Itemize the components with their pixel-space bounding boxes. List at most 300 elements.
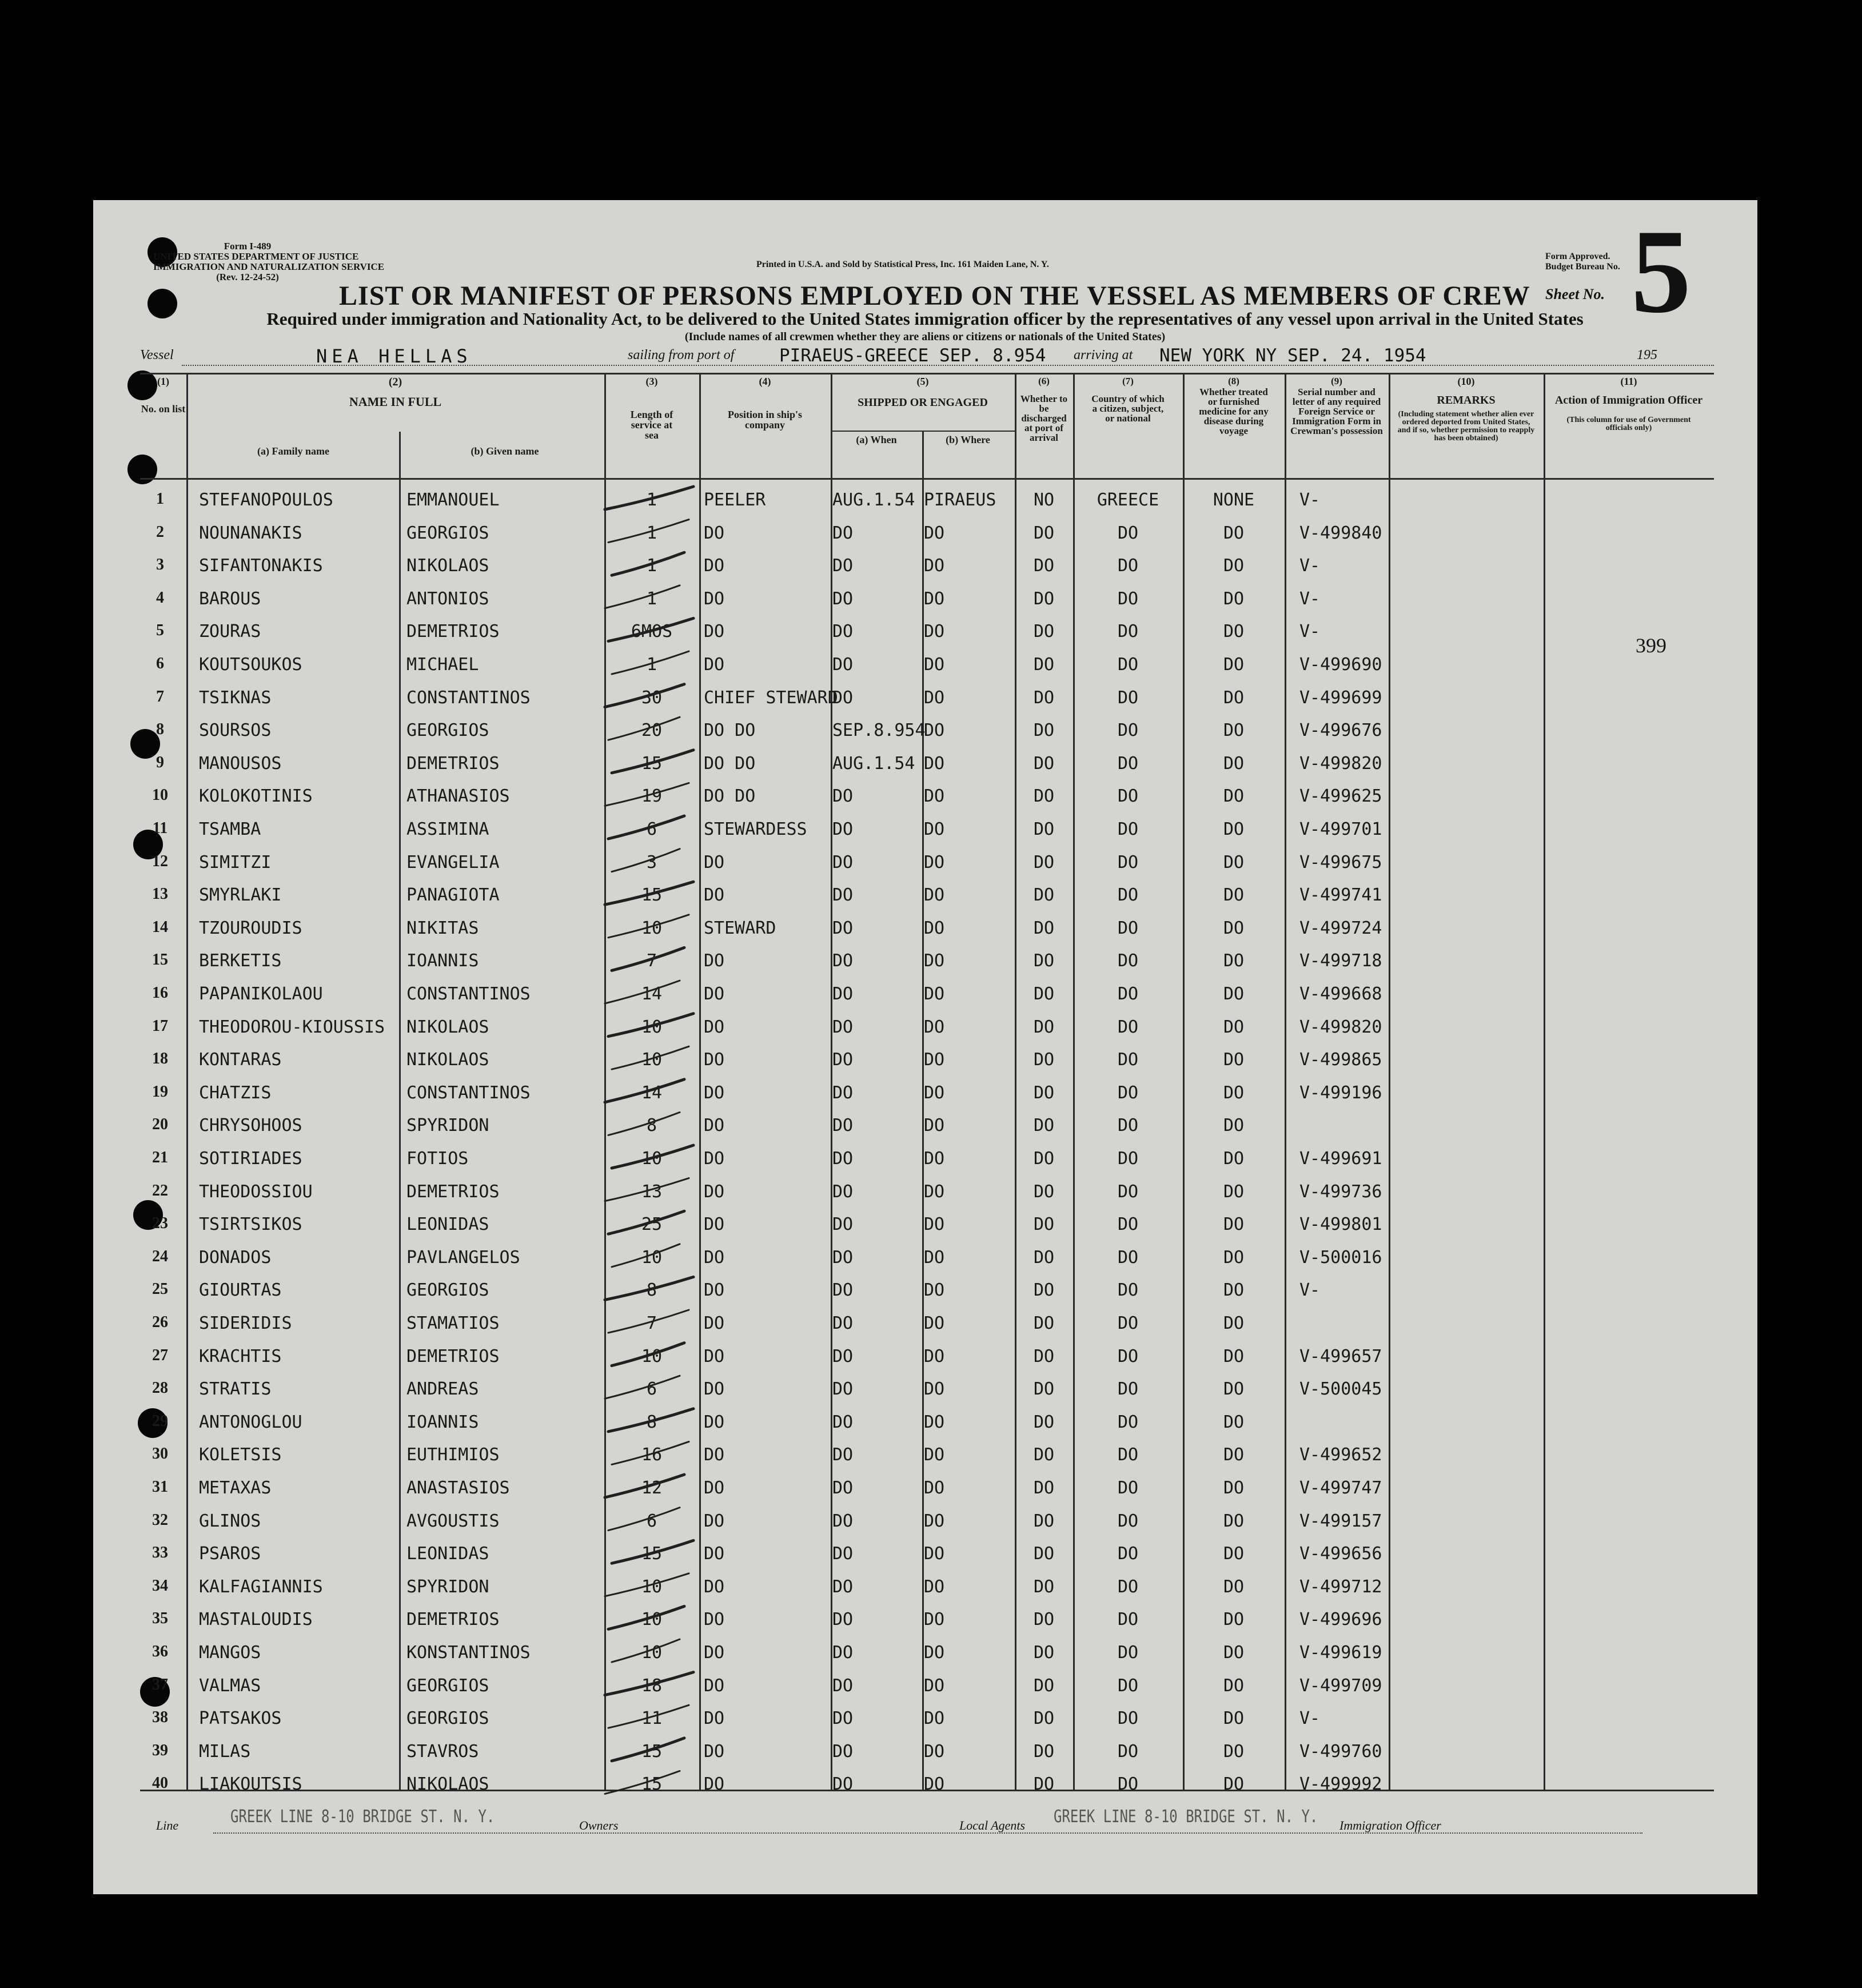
shipped-when: DO (832, 1708, 854, 1728)
position: DO (704, 1708, 725, 1728)
col-serial-title: Serial number and letter of any required Foreign Service or Immigration Form in Crewman's possession (1290, 387, 1383, 436)
strike-mark (612, 1145, 693, 1168)
length-of-service: 8 (646, 1280, 657, 1300)
position: CHIEF STEWARD (704, 688, 838, 708)
serial-number: V-499992 (1299, 1774, 1382, 1794)
family-name: MASTALOUDIS (199, 1609, 313, 1630)
year-suffix: 195 (1637, 348, 1657, 362)
given-name: CONSTANTINOS (406, 1083, 531, 1103)
length-of-service: 15 (641, 754, 663, 774)
country: DO (1117, 852, 1139, 873)
country: DO (1117, 1115, 1139, 1136)
length-of-service: 20 (641, 720, 663, 740)
serial-number: V-499741 (1299, 885, 1382, 905)
medicine: DO (1223, 1708, 1245, 1728)
discharged: DO (1033, 556, 1055, 576)
length-of-service: 6MOS (631, 622, 673, 642)
country: DO (1117, 1708, 1139, 1728)
strike-mark (608, 717, 680, 740)
line-label: Line (156, 1818, 179, 1832)
family-name: KOUTSOUKOS (199, 655, 302, 675)
shipped-where: DO (924, 655, 945, 675)
discharged: DO (1033, 1544, 1055, 1564)
row-number: 24 (152, 1248, 168, 1265)
col-medicine-title: Whether treated or furnished medicine for any disease during voyage (1199, 387, 1269, 436)
row-number: 2 (156, 523, 164, 541)
discharged: NO (1033, 490, 1055, 510)
row-number: 5 (156, 622, 164, 639)
serial-number: V- (1299, 589, 1321, 609)
shipped-when: DO (832, 1083, 854, 1103)
shipped-where: DO (924, 1214, 945, 1234)
sheet-label: Sheet No. (1545, 286, 1605, 302)
medicine: DO (1223, 1577, 1245, 1597)
discharged: DO (1033, 1511, 1055, 1531)
given-name: CONSTANTINOS (406, 984, 531, 1004)
family-name: TSAMBA (199, 819, 261, 839)
medicine: DO (1223, 720, 1245, 740)
discharged: DO (1033, 1313, 1055, 1333)
discharged: DO (1033, 786, 1055, 806)
shipped-where: DO (924, 984, 945, 1004)
row-number: 37 (152, 1676, 168, 1694)
length-of-service: 13 (641, 1182, 663, 1202)
strike-mark (605, 487, 693, 509)
family-name: KOLETSIS (199, 1445, 282, 1465)
country: DO (1117, 1149, 1139, 1169)
family-name: PAPANIKOLAOU (199, 984, 323, 1004)
length-of-service: 10 (641, 1609, 663, 1630)
serial-number: V- (1299, 1280, 1321, 1300)
position: DO (704, 1742, 725, 1762)
position: DO (704, 885, 725, 905)
shipped-when: DO (832, 1774, 854, 1794)
arriving-port: NEW YORK NY SEP. 24. 1954 (1159, 345, 1426, 366)
discharged: DO (1033, 1445, 1055, 1465)
shipped-where: DO (924, 885, 945, 905)
country: DO (1117, 819, 1139, 839)
country: DO (1117, 523, 1139, 543)
family-name: DONADOS (199, 1248, 272, 1268)
shipped-where: DO (924, 1412, 945, 1432)
given-name: DEMETRIOS (406, 754, 500, 774)
serial-number: V-499196 (1299, 1083, 1382, 1103)
medicine: DO (1223, 885, 1245, 905)
col-country-title: Country of which a citizen, subject, or national (1091, 393, 1165, 424)
strike-mark (608, 1606, 684, 1629)
family-name: VALMAS (199, 1676, 261, 1696)
strike-mark (608, 1310, 689, 1333)
discharged: DO (1033, 1742, 1055, 1762)
budget-bureau-text: Budget Bureau No. (1545, 261, 1620, 272)
medicine: DO (1223, 655, 1245, 675)
position: DO DO (704, 786, 756, 806)
length-of-service: 18 (641, 1676, 663, 1696)
medicine: DO (1223, 951, 1245, 971)
medicine: DO (1223, 1149, 1245, 1169)
length-of-service: 10 (641, 1050, 663, 1070)
length-of-service: 1 (646, 556, 657, 576)
serial-number: V-500045 (1299, 1379, 1382, 1399)
family-name: SMYRLAKI (199, 885, 282, 905)
medicine: DO (1223, 1478, 1245, 1498)
medicine: DO (1223, 852, 1245, 873)
discharged: DO (1033, 885, 1055, 905)
shipped-when: DO (832, 885, 854, 905)
given-name: LEONIDAS (406, 1214, 489, 1234)
serial-number: V-499668 (1299, 984, 1382, 1004)
serial-number: V- (1299, 622, 1321, 642)
position: DO (704, 1248, 725, 1268)
strike-mark (605, 1079, 684, 1102)
form-approved-text: Form Approved. (1545, 252, 1610, 261)
medicine: DO (1223, 1609, 1245, 1630)
shipped-when: DO (832, 688, 854, 708)
revision-date: (Rev. 12-24-52) (216, 271, 279, 282)
given-name: EMMANOUEL (406, 490, 500, 510)
strike-mark (605, 882, 693, 905)
medicine: DO (1223, 1115, 1245, 1136)
discharged: DO (1033, 1577, 1055, 1597)
shipped-where: PIRAEUS (924, 490, 996, 510)
strike-mark (605, 1771, 680, 1794)
medicine: DO (1223, 1017, 1245, 1037)
position: DO (704, 984, 725, 1004)
length-of-service: 15 (641, 1742, 663, 1762)
position: DO (704, 951, 725, 971)
length-of-service: 10 (641, 918, 663, 938)
country: DO (1117, 1050, 1139, 1070)
shipped-when: DO (832, 1445, 854, 1465)
position: DO (704, 1149, 725, 1169)
shipped-where: DO (924, 556, 945, 576)
row-number: 27 (152, 1346, 168, 1364)
position: STEWARDESS (704, 819, 807, 839)
strike-mark (608, 816, 684, 839)
serial-number: V-499820 (1299, 754, 1382, 774)
given-name: KONSTANTINOS (406, 1643, 531, 1663)
given-name: GEORGIOS (406, 523, 489, 543)
family-name: BERKETIS (199, 951, 282, 971)
medicine: DO (1223, 523, 1245, 543)
discharged: DO (1033, 1676, 1055, 1696)
discharged: DO (1033, 1017, 1055, 1037)
discharged: DO (1033, 720, 1055, 740)
position: DO (704, 655, 725, 675)
col-serial-number: (9) (1331, 376, 1342, 387)
medicine: DO (1223, 1050, 1245, 1070)
shipped-when: DO (832, 1182, 854, 1202)
discharged: DO (1033, 688, 1055, 708)
country: DO (1117, 1774, 1139, 1794)
length-of-service: 6 (646, 1379, 657, 1399)
strike-mark (605, 1178, 689, 1201)
discharged: DO (1033, 1214, 1055, 1234)
position: DO (704, 852, 725, 873)
length-of-service: 1 (646, 589, 657, 609)
position: DO (704, 1478, 725, 1498)
family-name: TSIKNAS (199, 688, 272, 708)
length-of-service: 10 (641, 1248, 663, 1268)
country: DO (1117, 1313, 1139, 1333)
row-number: 32 (152, 1511, 168, 1529)
country: DO (1117, 1280, 1139, 1300)
strike-mark (612, 651, 689, 674)
row-number: 16 (152, 984, 168, 1002)
family-name: MILAS (199, 1742, 251, 1762)
strike-mark (612, 1343, 684, 1366)
medicine: DO (1223, 1676, 1245, 1696)
length-of-service: 10 (641, 1017, 663, 1037)
family-name: CHRYSOHOOS (199, 1115, 302, 1136)
given-name: SPYRIDON (406, 1115, 489, 1136)
family-name: NOUNANAKIS (199, 523, 302, 543)
col-shipped-number: (5) (916, 376, 929, 387)
position: DO DO (704, 720, 756, 740)
country: DO (1117, 589, 1139, 609)
discharged: DO (1033, 1609, 1055, 1630)
country: DO (1117, 688, 1139, 708)
strike-mark (608, 915, 689, 938)
shipped-where: DO (924, 523, 945, 543)
shipped-when: DO (832, 1609, 854, 1630)
family-name: TSIRTSIKOS (199, 1214, 302, 1234)
medicine: DO (1223, 1445, 1245, 1465)
length-of-service: 14 (641, 984, 663, 1004)
country: DO (1117, 1478, 1139, 1498)
col-discharged-title: Whether to be discharged at port of arrival (1020, 393, 1068, 443)
medicine: DO (1223, 1774, 1245, 1794)
row-number: 18 (152, 1050, 168, 1067)
given-name: ATHANASIOS (406, 786, 510, 806)
shipped-when: DO (832, 1544, 854, 1564)
family-name: MANGOS (199, 1643, 261, 1663)
discharged: DO (1033, 1412, 1055, 1432)
length-of-service: 7 (646, 951, 657, 971)
shipped-where: DO (924, 786, 945, 806)
length-of-service: 10 (641, 1149, 663, 1169)
shipped-where: DO (924, 754, 945, 774)
shipped-when: DO (832, 1676, 854, 1696)
strike-mark (605, 585, 680, 608)
serial-number: V-499701 (1299, 819, 1382, 839)
medicine: DO (1223, 1214, 1245, 1234)
row-number: 31 (152, 1478, 168, 1496)
col-when-header: (a) When (856, 434, 897, 445)
position: DO (704, 523, 725, 543)
discharged: DO (1033, 1774, 1055, 1794)
shipped-where: DO (924, 918, 945, 938)
given-name: STAVROS (406, 1742, 479, 1762)
serial-number: V-499699 (1299, 688, 1382, 708)
serial-number: V- (1299, 490, 1321, 510)
row-number: 35 (152, 1609, 168, 1627)
shipped-where: DO (924, 1248, 945, 1268)
given-name: ANDREAS (406, 1379, 479, 1399)
given-name: EUTHIMIOS (406, 1445, 500, 1465)
shipped-when: DO (832, 984, 854, 1004)
strike-mark (608, 618, 693, 641)
medicine: DO (1223, 984, 1245, 1004)
shipped-when: DO (832, 1643, 854, 1663)
country: DO (1117, 1742, 1139, 1762)
shipped-where: DO (924, 1609, 945, 1630)
strike-mark (608, 1211, 684, 1234)
discharged: DO (1033, 1149, 1055, 1169)
shipped-where: DO (924, 1017, 945, 1037)
length-of-service: 7 (646, 1313, 657, 1333)
shipped-where: DO (924, 1083, 945, 1103)
family-name: STEFANOPOULOS (199, 490, 333, 510)
discharged: DO (1033, 1050, 1055, 1070)
col-name-title: NAME IN FULL (349, 395, 442, 409)
strike-mark (612, 1244, 680, 1267)
discharged: DO (1033, 1115, 1055, 1136)
shipped-when: DO (832, 786, 854, 806)
family-name: KRACHTIS (199, 1346, 282, 1366)
country: DO (1117, 754, 1139, 774)
row-number: 34 (152, 1577, 168, 1595)
shipped-when: DO (832, 1214, 854, 1234)
shipped-when: DO (832, 1313, 854, 1333)
given-name: ASSIMINA (406, 819, 489, 839)
country: DO (1117, 918, 1139, 938)
shipped-when: DO (832, 589, 854, 609)
serial-number: V-499820 (1299, 1017, 1382, 1037)
given-name: EVANGELIA (406, 852, 500, 873)
shipped-where: DO (924, 688, 945, 708)
country: DO (1117, 885, 1139, 905)
serial-number: V-499736 (1299, 1182, 1382, 1202)
country: DO (1117, 1609, 1139, 1630)
country: DO (1117, 1214, 1139, 1234)
medicine: NONE (1213, 490, 1255, 510)
length-of-service: 16 (641, 1445, 663, 1465)
family-name: SOURSOS (199, 720, 272, 740)
position: DO (704, 1412, 725, 1432)
serial-number: V-499760 (1299, 1742, 1382, 1762)
discharged: DO (1033, 754, 1055, 774)
family-name: ZOURAS (199, 622, 261, 642)
strike-mark (605, 1277, 693, 1300)
country: DO (1117, 1511, 1139, 1531)
medicine: DO (1223, 1511, 1245, 1531)
col-action-note: (This column for use of Government officials only) (1566, 416, 1691, 432)
strike-mark (605, 1672, 693, 1695)
position: DO (704, 1774, 725, 1794)
given-name: NIKITAS (406, 918, 479, 938)
serial-number: V-499652 (1299, 1445, 1382, 1465)
discharged: DO (1033, 622, 1055, 642)
col-country-number: (7) (1122, 376, 1134, 387)
col-no-title: No. on list (141, 403, 186, 415)
row-number: 12 (152, 852, 168, 870)
strike-mark (612, 552, 684, 575)
strike-mark (605, 783, 689, 806)
family-name: SIFANTONAKIS (199, 556, 323, 576)
shipped-when: DO (832, 1115, 854, 1136)
family-name: SIDERIDIS (199, 1313, 292, 1333)
shipped-where: DO (924, 1149, 945, 1169)
agents-value: GREEK LINE 8-10 BRIDGE ST. N. Y. (1054, 1807, 1318, 1827)
medicine: DO (1223, 1544, 1245, 1564)
col-shipped-title: SHIPPED OR ENGAGED (858, 396, 988, 409)
length-of-service: 8 (646, 1115, 657, 1136)
position: DO (704, 1313, 725, 1333)
medicine: DO (1223, 1280, 1245, 1300)
row-number: 36 (152, 1643, 168, 1660)
shipped-when: DO (832, 1478, 854, 1498)
strike-mark (608, 1014, 693, 1037)
row-number: 20 (152, 1115, 168, 1133)
position: DO (704, 1643, 725, 1663)
shipped-where: DO (924, 1742, 945, 1762)
strike-mark (605, 684, 684, 707)
serial-number: V-499157 (1299, 1511, 1382, 1531)
length-of-service: 10 (641, 1346, 663, 1366)
discharged: DO (1033, 1379, 1055, 1399)
shipped-when: DO (832, 1017, 854, 1037)
col-remarks-note: (Including statement whether alien ever ordered deported from United States, and if so, whether permission to reapply has been obtained) (1397, 410, 1535, 443)
line-value: GREEK LINE 8-10 BRIDGE ST. N. Y. (230, 1807, 495, 1827)
length-of-service: 6 (646, 1511, 657, 1531)
strike-mark (612, 1639, 680, 1662)
shipped-when: DO (832, 622, 854, 642)
family-name: KOLOKOTINIS (199, 786, 313, 806)
position: DO (704, 1445, 725, 1465)
vessel-label: Vessel (140, 348, 174, 362)
strike-mark (605, 1475, 684, 1497)
row-number: 28 (152, 1379, 168, 1397)
position: DO (704, 1609, 725, 1630)
strike-mark (612, 750, 693, 773)
serial-number: V-499656 (1299, 1544, 1382, 1564)
col-name-number: (2) (388, 376, 402, 388)
shipped-where: DO (924, 951, 945, 971)
given-name: IOANNIS (406, 951, 479, 971)
form-title: LIST OR MANIFEST OF PERSONS EMPLOYED ON THE VESSEL AS MEMBERS OF CREW (339, 281, 1530, 311)
country: DO (1117, 786, 1139, 806)
country: DO (1117, 1346, 1139, 1366)
given-name: DEMETRIOS (406, 1346, 500, 1366)
row-number: 40 (152, 1774, 168, 1792)
serial-number: V-499625 (1299, 786, 1382, 806)
shipped-when: DO (832, 1346, 854, 1366)
medicine: DO (1223, 1379, 1245, 1399)
shipped-where: DO (924, 1313, 945, 1333)
shipped-where: DO (924, 1511, 945, 1531)
discharged: DO (1033, 1708, 1055, 1728)
position: DO (704, 1676, 725, 1696)
serial-number: V-499691 (1299, 1149, 1382, 1169)
strike-mark (612, 1540, 693, 1563)
given-name: ANASTASIOS (406, 1478, 510, 1498)
country: DO (1117, 951, 1139, 971)
medicine: DO (1223, 754, 1245, 774)
length-of-service: 15 (641, 1544, 663, 1564)
given-name: IOANNIS (406, 1412, 479, 1432)
shipped-when: DO (832, 1742, 854, 1762)
length-of-service: 3 (646, 852, 657, 873)
col-no-number: (1) (157, 376, 169, 387)
discharged: DO (1033, 655, 1055, 675)
serial-number: V-499840 (1299, 523, 1382, 543)
given-name: FOTIOS (406, 1149, 469, 1169)
family-name: THEODOSSIOU (199, 1182, 313, 1202)
discharged: DO (1033, 1478, 1055, 1498)
given-name: LEONIDAS (406, 1544, 489, 1564)
medicine: DO (1223, 556, 1245, 576)
